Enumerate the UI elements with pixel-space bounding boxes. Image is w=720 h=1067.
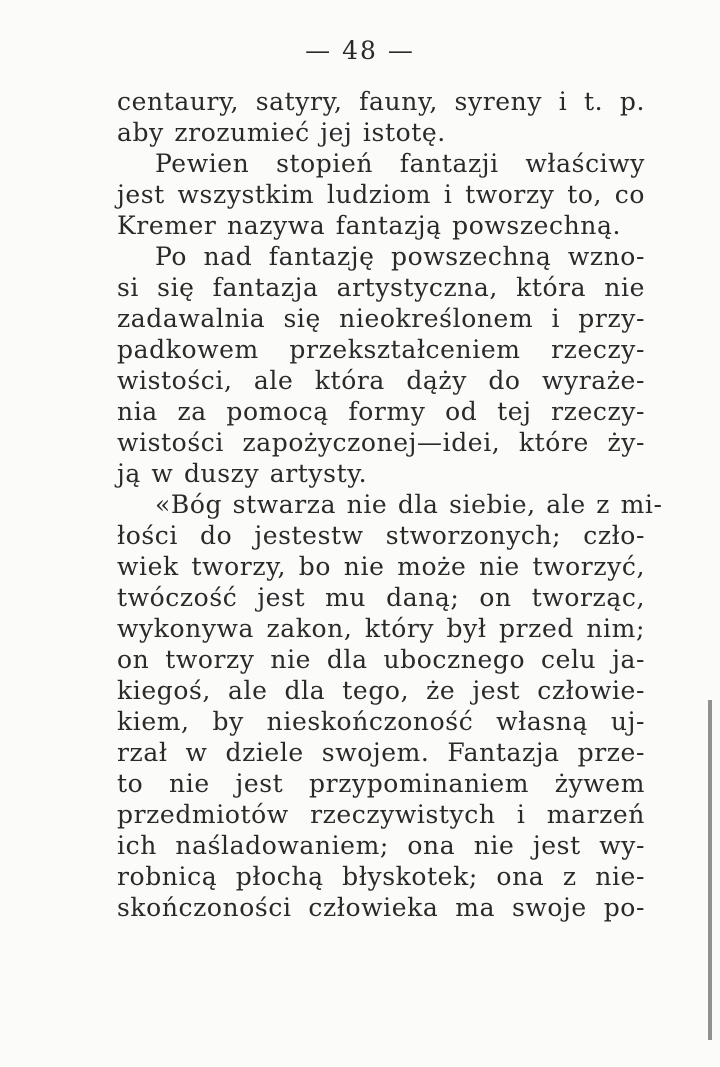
text-line: Kremer nazywa fantazją powszechną. [117, 211, 622, 240]
text-line: wistości, ale która dąży do wyraże- [117, 366, 645, 395]
text-line: wiek tworzy, bo nie może nie tworzyć, [117, 552, 645, 581]
text-line: si się fantazja artystyczna, która nie [117, 273, 645, 302]
text-line: centaury, satyry, fauny, syreny i t. p. [117, 87, 645, 116]
text-line: zadawalnia się nieokreślonem i przy- [117, 304, 645, 333]
text-line: wykonywa zakon, który był przed nim; [117, 614, 645, 643]
text-line: ich naśladowaniem; ona nie jest wy- [117, 831, 645, 860]
text-line: jest wszystkim ludziom i tworzy to, co [117, 180, 645, 209]
text-line: wistości zapożyczonej—idei, które ży- [117, 428, 645, 457]
text-line: on tworzy nie dla ubocznego celu ja- [117, 645, 645, 674]
text-line: rzał w dziele swojem. Fantazja prze- [117, 738, 645, 767]
page-edge-shadow [708, 700, 712, 1040]
text-line: twóczość jest mu daną; on tworząc, [117, 583, 645, 612]
text-line: przedmiotów rzeczywistych i marzeń [117, 800, 645, 829]
text-line: padkowem przekształceniem rzeczy- [117, 335, 645, 364]
text-line: Pewien stopień fantazji właściwy [155, 149, 645, 178]
body-text [117, 86, 663, 923]
text-line: nia za pomocą formy od tej rzeczy- [117, 397, 645, 426]
text-line: Po nad fantazję powszechną wzno- [155, 242, 645, 271]
text-line: ją w duszy artysty. [117, 459, 368, 488]
text-line: kiem, by nieskończoność własną uj- [117, 707, 645, 736]
text-line: «Bóg stwarza nie dla siebie, ale z mi- [155, 490, 663, 519]
page-number: — 48 — [305, 36, 415, 65]
text-line: aby zrozumieć jej istotę. [117, 118, 446, 147]
text-line: robnicą płochą błyskotek; ona z nie- [117, 862, 645, 891]
text-line: łości do jestestw stworzonych; czło- [117, 521, 645, 550]
text-line: skończoności człowieka ma swoje po- [117, 893, 645, 922]
text-line: kiegoś, ale dla tego, że jest człowie- [117, 676, 645, 705]
text-line: to nie jest przypominaniem żywem [117, 769, 645, 798]
